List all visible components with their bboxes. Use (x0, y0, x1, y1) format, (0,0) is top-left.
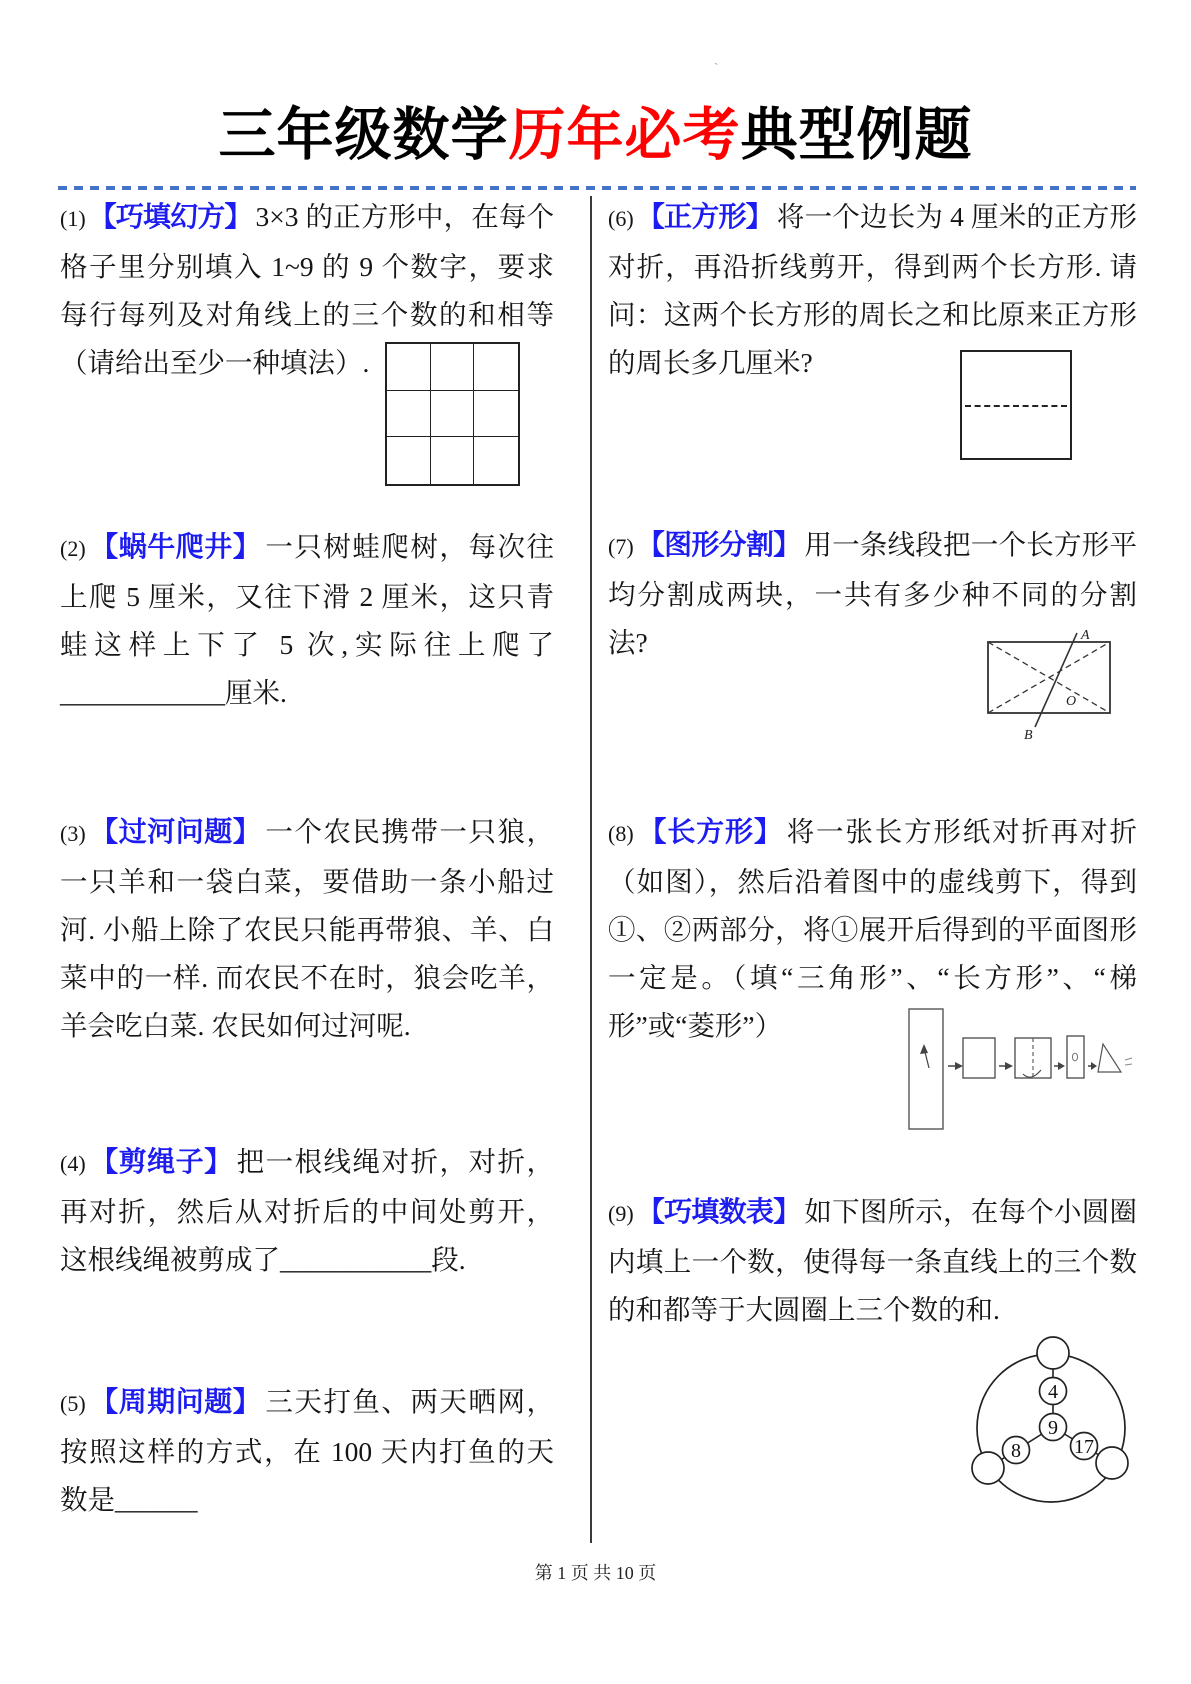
label-b: B (1024, 728, 1033, 743)
number-8: 8 (1011, 1440, 1021, 1462)
problem-9 (608, 1188, 1137, 1334)
grid-cell (387, 344, 431, 391)
problem-3-tag: 【过河问题】 (88, 816, 262, 847)
arrow-1-head (955, 1062, 963, 1070)
fold-step-2-rect (963, 1038, 995, 1078)
rectangle-split-figure (980, 628, 1130, 743)
magic-square-grid (385, 342, 520, 486)
empty-circle-top (1037, 1337, 1069, 1369)
problem-8-text: 将一张长方形纸对折再对折（如图），然后沿着图中的虚线剪下，得到①、②两部分，将①展开后得到的平面图形一定是。（填“三角形”、“长方形”、“梯形”或“菱形”） (608, 816, 1137, 1041)
problem-3-number: (3) (60, 821, 86, 846)
result-triangle (1098, 1044, 1121, 1072)
cut-mark (1072, 1053, 1077, 1061)
page-footer: 第 1 页 共 10 页 (534, 1563, 657, 1583)
problem-3 (60, 808, 554, 1050)
problem-5-number: (5) (60, 1391, 86, 1416)
square-fold-figure (960, 350, 1072, 460)
grid-cell (474, 437, 518, 484)
problem-1-text: 3×3 的正方形中，在每个格子里分别填入 1~9 的 9 个数字，要求每行每列及对角线上的三个数的和相等（请给出至少一种填法）. (60, 201, 554, 378)
tiny-label-mark-2 (1125, 1064, 1132, 1065)
arrow-4-head (1091, 1062, 1097, 1070)
stray-mark: ` (714, 60, 719, 75)
number-4: 4 (1048, 1381, 1058, 1403)
problem-9-number: (9) (608, 1201, 634, 1226)
grid-cell (431, 391, 475, 438)
fold-step-3-rect (1015, 1038, 1051, 1078)
problem-9-tag: 【巧填数表】 (636, 1196, 801, 1227)
problem-6-text: 将一个边长为 4 厘米的正方形对折，再沿折线剪开，得到两个长方形. 请问：这两个长方形的周长之和比原来正方形的周长多几厘米? (608, 201, 1137, 378)
grid-cell (431, 344, 475, 391)
number-wheel-figure (968, 1326, 1136, 1508)
fold-sequence-figure (845, 1000, 1145, 1135)
problem-4 (60, 1138, 554, 1284)
problem-8-number: (8) (608, 821, 634, 846)
number-17: 17 (1074, 1436, 1094, 1458)
title-part-highlight: 历年必考 (508, 103, 741, 167)
problem-5-text: 三天打鱼、两天晒网，按照这样的方式，在 100 天内打鱼的天数是______ (60, 1386, 554, 1515)
label-a: A (1081, 628, 1090, 643)
problem-6-number: (6) (608, 206, 634, 231)
column-divider (590, 196, 592, 1543)
problem-2 (60, 523, 554, 717)
fold-arrow-up-head (920, 1044, 928, 1054)
problem-1-tag: 【巧填幻方】 (88, 201, 252, 232)
page-title (0, 104, 1191, 166)
problem-4-number: (4) (60, 1151, 86, 1176)
fold-step-1-rect (909, 1009, 943, 1129)
arrow-2-head (1005, 1062, 1013, 1070)
problem-7-text: 用一条线段把一个长方形平均分割成两块，一共有多少种不同的分割法? (608, 529, 1137, 658)
grid-cell (387, 391, 431, 438)
fold-step-4-rect (1067, 1036, 1084, 1078)
tiny-label-mark-1 (1125, 1058, 1132, 1060)
problem-7-number: (7) (608, 534, 634, 559)
fold-dashed-line (965, 405, 1067, 407)
title-part-2: 典型例题 (740, 103, 973, 167)
problem-5-tag: 【周期问题】 (88, 1386, 262, 1417)
grid-cell (431, 437, 475, 484)
problem-5 (60, 1378, 554, 1524)
empty-circle-bottom-left (972, 1452, 1004, 1484)
problem-4-tag: 【剪绳子】 (88, 1146, 233, 1177)
title-part-1: 三年级数学 (218, 103, 509, 167)
number-9: 9 (1048, 1417, 1058, 1439)
fold-curl-arrow (1023, 1070, 1041, 1077)
problem-2-text: 一只树蛙爬树，每次往上爬 5 厘米，又往下滑 2 厘米，这只青蛙这样上下了 5 次,实际往上爬了____________厘米. (60, 531, 554, 708)
problem-4-text: 把一根线绳对折，对折，再对折，然后从对折后的中间处剪开，这根线绳被剪成了___________段. (60, 1146, 554, 1275)
problem-2-number: (2) (60, 536, 86, 561)
grid-cell (474, 344, 518, 391)
problem-1-number: (1) (60, 206, 86, 231)
label-o: O (1066, 694, 1077, 709)
problem-6-tag: 【正方形】 (636, 201, 773, 232)
grid-cell (387, 437, 431, 484)
dashed-rule (58, 186, 1136, 190)
problem-8-tag: 【长方形】 (636, 816, 783, 847)
problem-3-text: 一个农民携带一只狼，一只羊和一袋白菜，要借助一条小船过河. 小船上除了农民只能再带狼、羊、白菜中的一样. 而农民不在时，狼会吃羊，羊会吃白菜. 农民如何过河呢. (60, 816, 554, 1041)
arrow-3-head (1058, 1062, 1065, 1070)
empty-circle-bottom-right (1096, 1447, 1128, 1479)
grid-cell (474, 391, 518, 438)
problem-2-tag: 【蜗牛爬井】 (88, 531, 262, 562)
problem-9-text: 如下图所示，在每个小圆圈内填上一个数，使得每一条直线上的三个数的和都等于大圆圈上三个数的和. (608, 1196, 1137, 1325)
problem-7-tag: 【图形分割】 (636, 529, 801, 560)
